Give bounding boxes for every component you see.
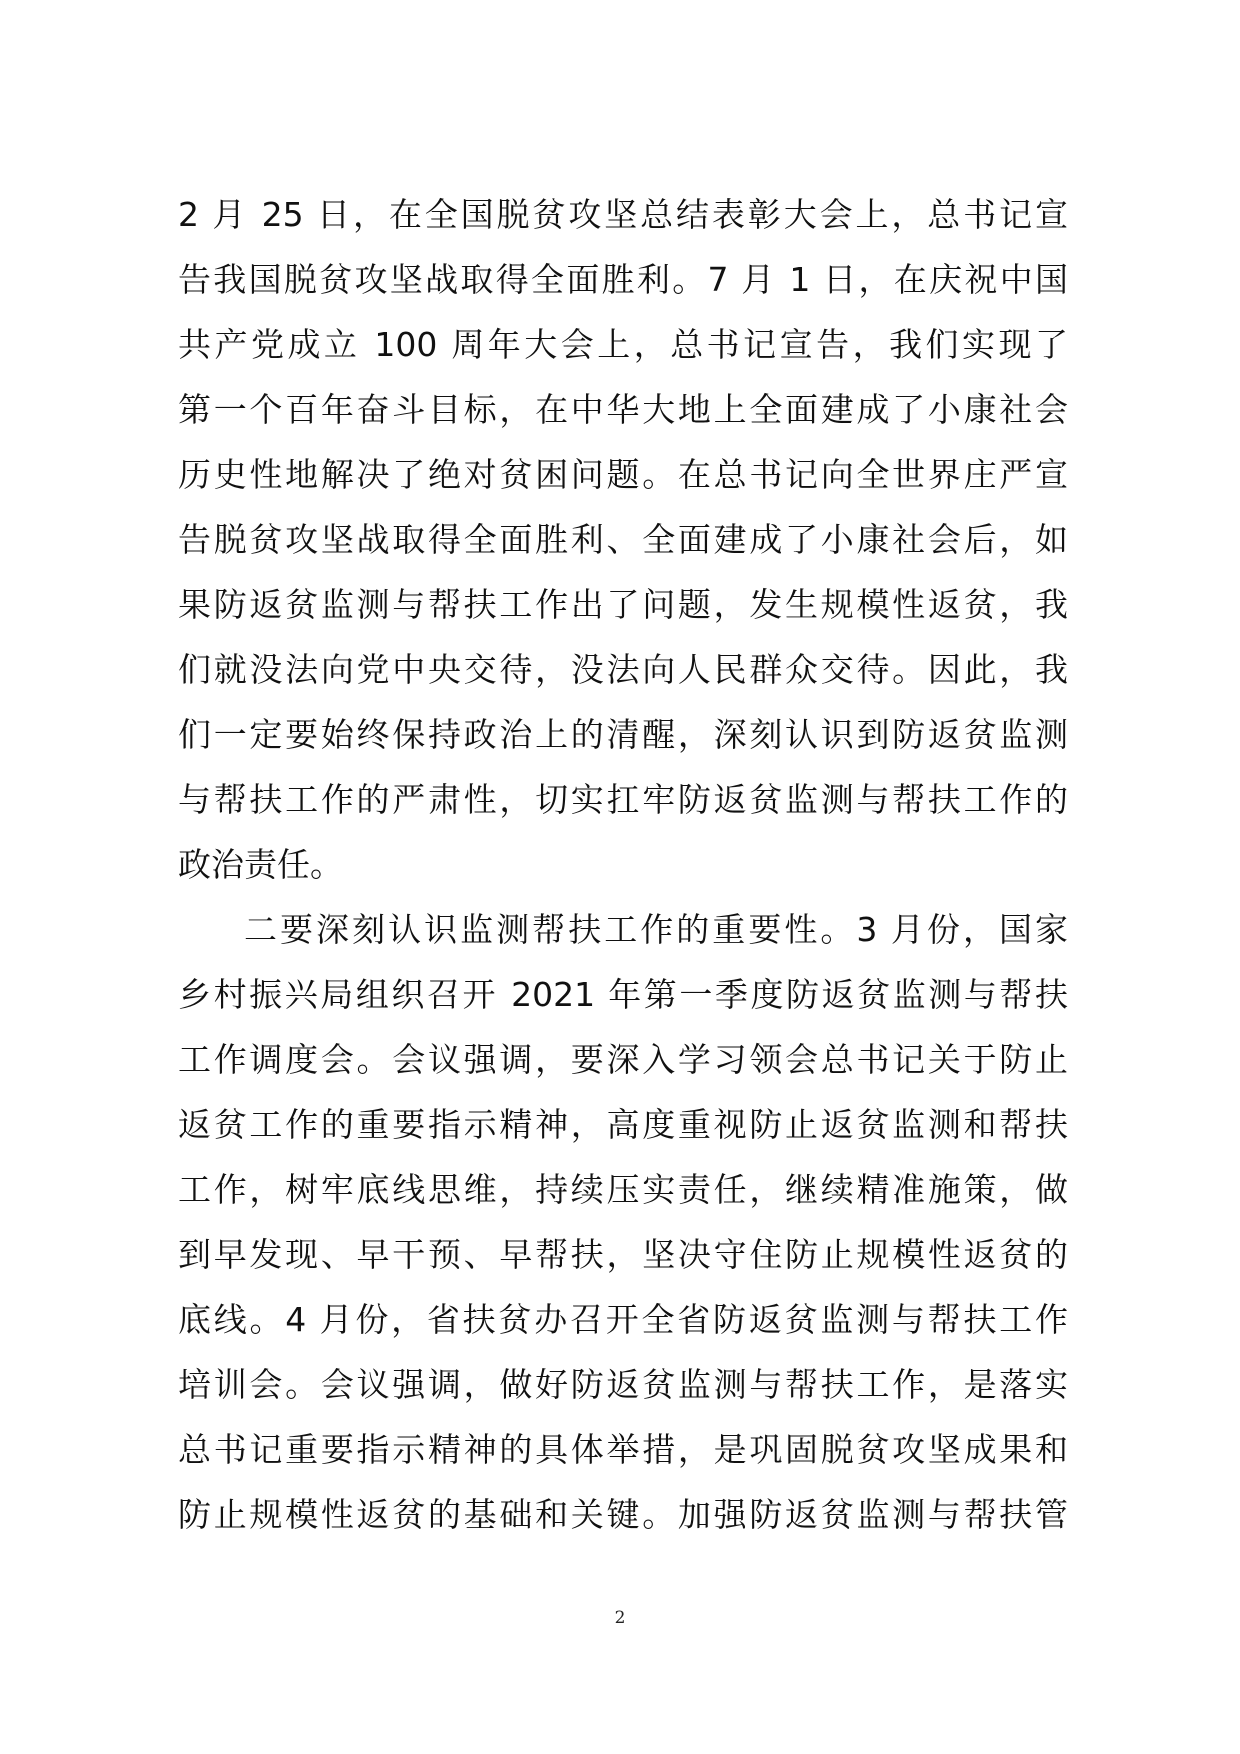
text-line: 共产党成立 100 周年大会上，总书记宣告，我们实现了 xyxy=(178,325,1068,364)
text-line: 2 月 25 日，在全国脱贫攻坚总结表彰大会上，总书记宣 xyxy=(178,195,1068,234)
page-number: 2 xyxy=(614,1608,626,1628)
text-line: 防止规模性返贫的基础和关键。加强防返贫监测与帮扶管 xyxy=(178,1495,1068,1534)
text-line: 到早发现、早干预、早帮扶，坚决守住防止规模性返贫的 xyxy=(178,1235,1068,1274)
text-line: 果防返贫监测与帮扶工作出了问题，发生规模性返贫，我 xyxy=(178,585,1068,624)
text-line: 培训会。会议强调，做好防返贫监测与帮扶工作，是落实 xyxy=(178,1365,1068,1404)
text-line: 第一个百年奋斗目标，在中华大地上全面建成了小康社会 xyxy=(178,390,1068,429)
text-line: 底线。4 月份，省扶贫办召开全省防返贫监测与帮扶工作 xyxy=(178,1300,1068,1339)
text-line: 历史性地解决了绝对贫困问题。在总书记向全世界庄严宣 xyxy=(178,455,1068,494)
text-line: 返贫工作的重要指示精神，高度重视防止返贫监测和帮扶 xyxy=(178,1105,1068,1144)
text-line: 们一定要始终保持政治上的清醒，深刻认识到防返贫监测 xyxy=(178,715,1068,754)
text-line: 乡村振兴局组织召开 2021 年第一季度防返贫监测与帮扶 xyxy=(178,975,1068,1014)
text-line: 总书记重要指示精神的具体举措，是巩固脱贫攻坚成果和 xyxy=(178,1430,1068,1469)
text-line: 告我国脱贫攻坚战取得全面胜利。7 月 1 日，在庆祝中国 xyxy=(178,260,1068,299)
body-text xyxy=(178,182,1068,1547)
text-line: 工作调度会。会议强调，要深入学习领会总书记关于防止 xyxy=(178,1040,1068,1079)
text-line: 工作，树牢底线思维，持续压实责任，继续精准施策，做 xyxy=(178,1170,1068,1209)
text-line: 告脱贫攻坚战取得全面胜利、全面建成了小康社会后，如 xyxy=(178,520,1068,559)
paragraph-start-line: 二要深刻认识监测帮扶工作的重要性。3 月份，国家 xyxy=(244,910,1068,949)
text-line: 们就没法向党中央交待，没法向人民群众交待。因此，我 xyxy=(178,650,1068,689)
text-line: 政治责任。 xyxy=(178,845,343,884)
text-line: 与帮扶工作的严肃性，切实扛牢防返贫监测与帮扶工作的 xyxy=(178,780,1068,819)
